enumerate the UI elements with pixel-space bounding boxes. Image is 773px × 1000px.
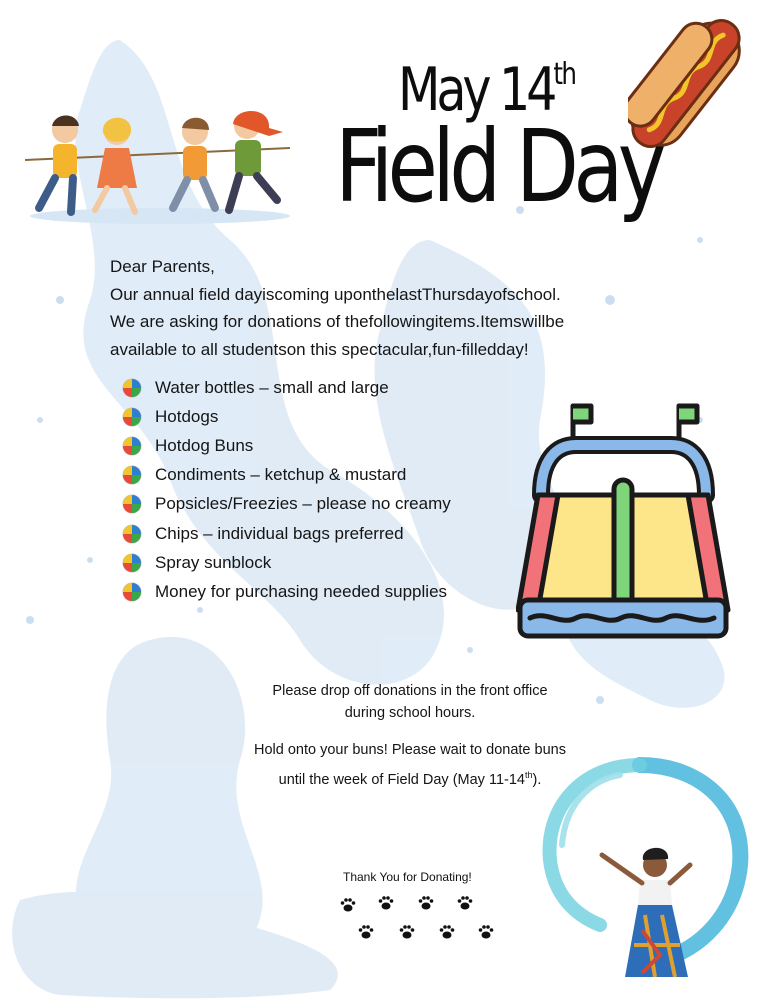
paw-print-icon (477, 923, 495, 941)
dropoff-line: during school hours. (344, 705, 476, 721)
list-item: Chips – individual bags preferred (122, 519, 451, 548)
thank-you-text: Thank You for Donating! (343, 870, 472, 884)
beach-ball-icon (122, 436, 142, 456)
beach-ball-icon (122, 465, 142, 485)
intro-line: Our annual field dayiscoming uponthelastThursdayofschool. (110, 284, 561, 304)
paw-print-icon (357, 923, 375, 941)
paw-print-icon (398, 923, 416, 941)
list-item: Money for purchasing needed supplies (122, 577, 451, 606)
list-item: Water bottles – small and large (122, 373, 451, 402)
intro-line: We are asking for donations of thefollowingitems.Itemswillbe (110, 312, 565, 331)
event-title: Field Day (335, 108, 661, 225)
buns-line: Hold onto your buns! Please wait to donate buns (254, 742, 566, 758)
beach-ball-icon (122, 553, 142, 573)
paw-print-icon (417, 894, 435, 912)
beach-ball-icon (122, 524, 142, 544)
dropoff-note (235, 680, 585, 724)
dropoff-line: Please drop off donations in the front office (272, 683, 548, 699)
beach-ball-icon (122, 494, 142, 514)
beach-ball-icon (122, 582, 142, 602)
intro-paragraph (110, 253, 564, 363)
buns-line: until the week of Field Day (May 11-14th). (278, 770, 542, 788)
beach-ball-icon (122, 407, 142, 427)
paw-print-icon (377, 894, 395, 912)
list-item: Spray sunblock (122, 548, 451, 577)
list-item: Hotdog Buns (122, 431, 451, 460)
donation-items-list (122, 373, 451, 607)
event-date: May 14th (398, 55, 576, 125)
greeting: Dear Parents, (110, 257, 215, 276)
water-slide-icon (516, 400, 731, 643)
list-item: Condiments – ketchup & mustard (122, 461, 451, 490)
intro-line: available to all studentson this spectacular,fun-filledday! (110, 339, 529, 359)
dancer-water-ring-illustration (530, 755, 755, 987)
paw-print-icon (438, 923, 456, 941)
beach-ball-icon (122, 378, 142, 398)
paw-print-icon (456, 894, 474, 912)
list-item: Popsicles/Freezies – please no creamy (122, 490, 451, 519)
paw-print-icon (339, 896, 357, 914)
kids-tug-of-war-illustration (25, 100, 295, 225)
list-item: Hotdogs (122, 402, 451, 431)
